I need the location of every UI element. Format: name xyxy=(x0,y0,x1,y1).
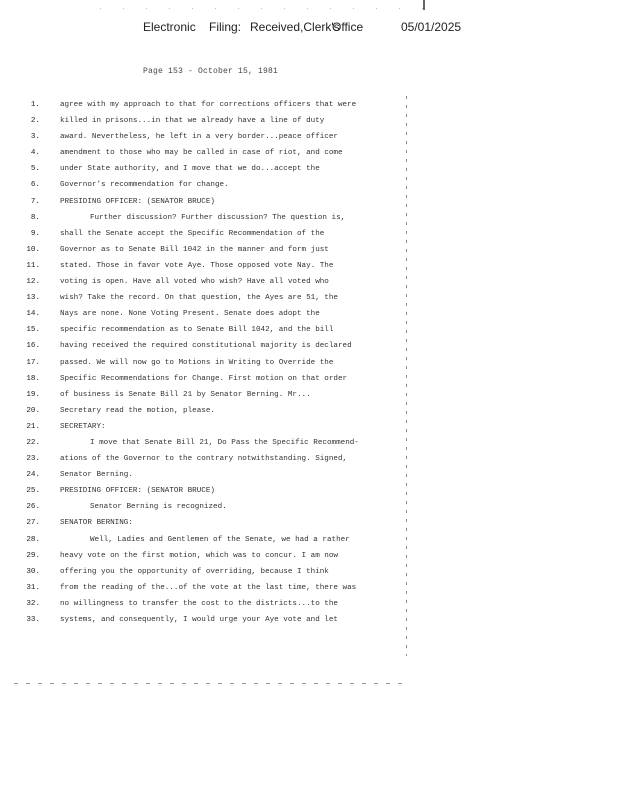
line-text: wish? Take the record. On that question, the Ayes are 51, the xyxy=(60,294,338,303)
line-number: 14. xyxy=(26,310,40,319)
transcript-line xyxy=(20,132,420,148)
line-number: 25. xyxy=(26,487,40,496)
line-number: 8. xyxy=(30,213,40,222)
line-text: from the reading of the...of the vote at the last time, there was xyxy=(60,583,357,592)
line-number: 13. xyxy=(26,294,40,303)
transcript-line xyxy=(20,229,420,245)
transcript-line xyxy=(20,277,420,293)
transcript-line xyxy=(20,518,420,534)
line-number: 21. xyxy=(26,422,40,431)
line-number: 26. xyxy=(26,503,40,512)
line-number: 11. xyxy=(26,261,40,270)
transcript-line xyxy=(20,374,420,390)
line-text: agree with my approach to that for corrections officers that were xyxy=(60,101,357,109)
line-number: 1. xyxy=(30,101,40,109)
transcript-line xyxy=(20,583,420,599)
line-text: I move that Senate Bill 21, Do Pass the Specific Recommend- xyxy=(90,438,359,447)
transcript-line xyxy=(20,470,420,486)
transcript-body xyxy=(20,100,420,631)
transcript-line xyxy=(20,422,420,438)
line-text: having received the required constitutional majority is declared xyxy=(60,342,352,351)
line-text: Secretary read the motion, please. xyxy=(60,406,215,415)
line-number: 29. xyxy=(26,551,40,560)
transcript-line xyxy=(20,535,420,551)
transcript-line xyxy=(20,213,420,229)
transcript-line xyxy=(20,486,420,502)
line-text: offering you the opportunity of overriding, because I think xyxy=(60,567,329,576)
transcript-line xyxy=(20,197,420,213)
transcript-line xyxy=(20,502,420,518)
page-heading: Page 153 - October 15, 1981 xyxy=(143,67,279,76)
transcript-line xyxy=(20,309,420,325)
transcript-line xyxy=(20,164,420,180)
line-number: 9. xyxy=(30,229,40,238)
transcript-line xyxy=(20,325,420,341)
line-text: PRESIDING OFFICER: (SENATOR BRUCE) xyxy=(60,197,215,206)
line-text: Governor's recommendation for change. xyxy=(60,181,229,190)
line-number: 10. xyxy=(26,245,40,254)
line-text: Well, Ladies and Gentlemen of the Senate, we had a rather xyxy=(90,535,350,544)
line-text: voting is open. Have all voted who wish? Have all voted who xyxy=(60,278,329,287)
transcript-line xyxy=(20,551,420,567)
line-text: specific recommendation as to Senate Bill 1042, and the bill xyxy=(60,326,334,335)
line-text: PRESIDING OFFICER: (SENATOR BRUCE) xyxy=(60,487,215,496)
line-number: 22. xyxy=(26,438,40,447)
line-text: of business is Senate Bill 21 by Senator Berning. Mr... xyxy=(60,390,311,399)
transcript-line xyxy=(20,406,420,422)
line-text: Senator Berning. xyxy=(60,471,133,480)
transcript-line xyxy=(20,599,420,615)
line-number: 18. xyxy=(26,374,40,383)
line-number: 5. xyxy=(30,165,40,174)
line-text: SENATOR BERNING: xyxy=(60,519,133,528)
line-number: 2. xyxy=(30,117,40,126)
line-text: award. Nevertheless, he left in a very border...peace officer xyxy=(60,133,338,142)
page-bottom-rule xyxy=(14,683,410,684)
line-number: 17. xyxy=(26,358,40,367)
transcript-line xyxy=(20,615,420,631)
filing-date: 05/01/2025 xyxy=(401,20,462,34)
transcript-line xyxy=(20,438,420,454)
scan-artifact-corner xyxy=(423,0,425,10)
line-text: amendment to those who may be called in case of riot, and come xyxy=(60,149,343,158)
line-number: 23. xyxy=(26,455,40,464)
transcript-line xyxy=(20,116,420,132)
transcript-line xyxy=(20,180,420,196)
line-text: Further discussion? Further discussion? The question is, xyxy=(90,213,346,222)
line-number: 4. xyxy=(30,149,40,158)
line-number: 30. xyxy=(26,567,40,576)
line-text: no willingness to transfer the cost to the districts...to the xyxy=(60,599,338,608)
transcript-line xyxy=(20,358,420,374)
line-number: 24. xyxy=(26,471,40,480)
line-number: 3. xyxy=(30,133,40,142)
line-text: stated. Those in favor vote Aye. Those opposed vote Nay. The xyxy=(60,261,334,270)
line-text: ations of the Governor to the contrary notwithstanding. Signed, xyxy=(60,455,348,464)
filing-filing-word: Filing: xyxy=(209,20,242,34)
transcript-line xyxy=(20,454,420,470)
line-number: 32. xyxy=(26,599,40,608)
line-text: Nays are none. None Voting Present. Senate does adopt the xyxy=(60,310,320,319)
filing-received-word: Received,Clerk's xyxy=(250,20,340,34)
line-number: 7. xyxy=(30,197,40,206)
line-number: 15. xyxy=(26,326,40,335)
line-text: under State authority, and I move that we do...accept the xyxy=(60,165,320,174)
line-text: SECRETARY: xyxy=(60,422,106,431)
filing-office-word: Office xyxy=(332,20,364,34)
line-number: 33. xyxy=(26,616,40,624)
line-text: passed. We will now go to Motions in Writing to Override the xyxy=(60,358,334,367)
line-number: 6. xyxy=(30,181,40,190)
line-number: 12. xyxy=(26,278,40,287)
line-text: shall the Senate accept the Specific Recommendation of the xyxy=(60,229,325,238)
transcript-line xyxy=(20,293,420,309)
transcript-line xyxy=(20,390,420,406)
transcript-line xyxy=(20,341,420,357)
line-number: 16. xyxy=(26,342,40,351)
transcript-line xyxy=(20,100,420,116)
line-number: 27. xyxy=(26,519,40,528)
filing-stamp-header xyxy=(143,20,473,38)
line-text: Governor as to Senate Bill 1042 in the manner and form just xyxy=(60,245,329,254)
line-text: Senator Berning is recognized. xyxy=(90,503,227,512)
filing-electronic-word: Electronic xyxy=(143,20,196,34)
line-text: heavy vote on the first motion, which was to concur. I am now xyxy=(60,551,338,560)
line-text: killed in prisons...in that we already have a line of duty xyxy=(60,117,325,126)
line-number: 28. xyxy=(26,535,40,544)
transcript-line xyxy=(20,567,420,583)
line-number: 20. xyxy=(26,406,40,415)
line-number: 31. xyxy=(26,583,40,592)
line-number: 19. xyxy=(26,390,40,399)
scan-artifact-top xyxy=(100,8,430,9)
line-text: Specific Recommendations for Change. First motion on that order xyxy=(60,374,348,383)
transcript-line xyxy=(20,148,420,164)
transcript-line xyxy=(20,261,420,277)
line-text: systems, and consequently, I would urge your Aye vote and let xyxy=(60,616,338,624)
transcript-line xyxy=(20,245,420,261)
